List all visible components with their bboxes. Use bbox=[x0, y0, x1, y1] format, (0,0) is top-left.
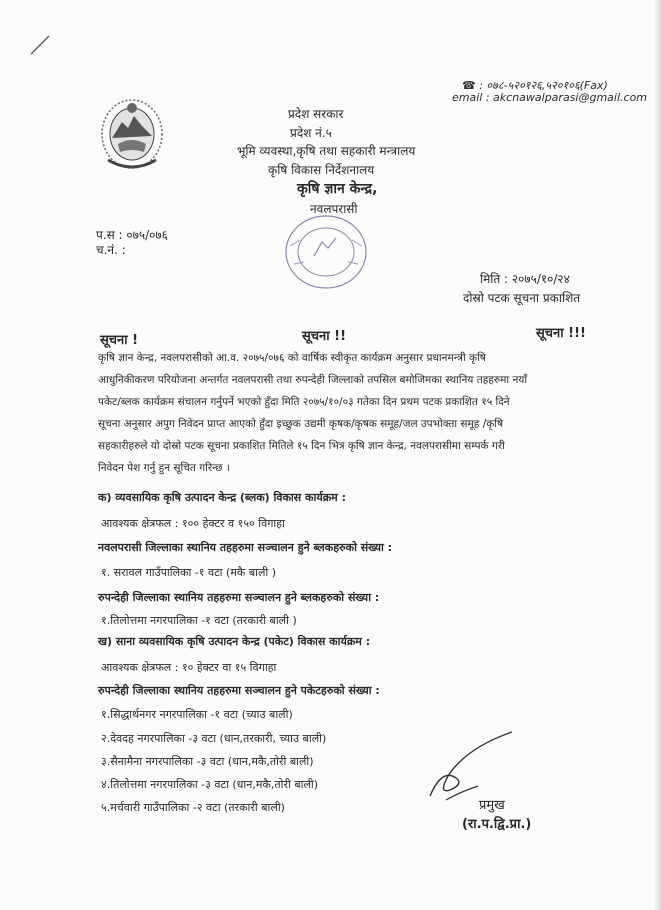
list-item: १.सिद्धार्थनगर नगरपालिका -१ वटा (च्याउ बाली) bbox=[101, 708, 293, 721]
patra-sankhya: प.स : ०७५/०७६ bbox=[96, 228, 168, 242]
section-ka-heading: क) व्यवसायिक कृषि उत्पादन केन्द्र (ब्लक) विकास कार्यक्रम : bbox=[98, 491, 346, 504]
header-line6: नवलपरासी bbox=[310, 202, 358, 216]
body-paragraph bbox=[98, 347, 527, 479]
body-line: निवेदन पेश गर्नु हुन सूचित गरिन्छ । bbox=[98, 462, 230, 474]
list-item: १.तिलोत्तमा नगरपालिका -१ वटा (तरकारी बाली ) bbox=[101, 614, 297, 627]
body-line: कृषि ज्ञान केन्द्र, नवलपरासीको आ.व. २०७५/०७६ को वार्षिक स्वीकृत कार्यक्रम अनुसार प्रधानमन्त्री कृषि bbox=[98, 352, 486, 364]
body-line: सहकारीहरुले यो दोस्रो पटक सूचना प्रकाशित मितिले १५ दिन भित्र कृषि ज्ञान केन्द्र, नवलपरासीमा सम्पर्क गरी bbox=[98, 440, 505, 452]
header-line5: कृषि ज्ञान केन्द्र, bbox=[297, 181, 378, 197]
signature-icon bbox=[420, 728, 520, 808]
nepal-emblem-icon bbox=[96, 94, 168, 176]
list-item: ५.मर्चवारी गाउँपालिका -२ वटा (तरकारी बाली) bbox=[101, 801, 285, 814]
section-kha-area: आवश्यक क्षेत्रफल : १० हेक्टर वा १५ विगाहा bbox=[101, 661, 277, 674]
date: मिति : २०७५/१०/२४ bbox=[480, 272, 570, 286]
header-line3: भूमि व्यवस्था,कृषि तथा सहकारी मन्त्रालय bbox=[237, 144, 416, 158]
phone-fax: ☎ : ०७८-५२०१२६,५२०१०६(Fax) bbox=[462, 79, 608, 92]
signatory-rank: (रा.प.द्वि.प्रा.) bbox=[462, 817, 532, 832]
body-line: पकेट/ब्लक कार्यक्रम संचालन गर्नुपर्ने भएको हुँदा मिति २०७५/१०/०३ गतेका दिन प्रथम पटक प्रकाशित १५ दिने bbox=[98, 396, 510, 408]
body-line: आधुनिकीकरण परियोजना अन्तर्गत नवलपरासी तथा रुपन्देही जिल्लाको तपसिल बमोजिमका स्थानिय तहहरुमा नयाँ bbox=[98, 374, 528, 386]
header-line2: प्रदेश नं.५ bbox=[290, 126, 332, 140]
section-kha-heading: ख) साना व्यवसायिक कृषि उत्पादन केन्द्र (पकेट) विकास कार्यक्रम : bbox=[98, 635, 371, 648]
notice-type: दोस्रो पटक सूचना प्रकाशित bbox=[463, 291, 581, 305]
office-stamp-icon bbox=[280, 212, 372, 296]
list-item: ४.तिलोत्तमा नगरपालिका -३ वटा (धान,मकै,तोरी बाली) bbox=[101, 778, 319, 791]
email: email : akcnawalparasi@gmail.com bbox=[452, 91, 648, 104]
list-item: १. सरावल गाउँपालिका -१ वटा (मकै बाली ) bbox=[101, 566, 277, 579]
header-line1: प्रदेश सरकार bbox=[288, 107, 344, 121]
section-ka-area: आवश्यक क्षेत्रफल : १०० हेक्टर व १५० विगाहा bbox=[101, 517, 285, 530]
notice-title-left: सूचना ! bbox=[100, 333, 139, 348]
body-line: सूचना अनुसार अपुग निवेदन प्राप्त आएको हुँदा इच्छुक उद्यमी कृषक/कृषक समूह/जल उपभोक्ता समूह /कृषि bbox=[98, 418, 504, 430]
notice-title-right: सूचना !!! bbox=[536, 326, 586, 341]
chalani-number: च.नं. : bbox=[96, 243, 126, 257]
header-line4: कृषि विकास निर्देशनालय bbox=[268, 163, 375, 177]
list-item: ३.सैनामैना नगरपालिका -३ वटा (धान,मकै,तोरी बाली) bbox=[101, 755, 314, 768]
section-kha-rupandehi-heading: रुपन्देही जिल्लाका स्थानिय तहहरुमा सञ्चालन हुने पकेटहरुको संख्या : bbox=[98, 684, 380, 697]
list-item: २.देवदह नगरपालिका -३ वटा (धान,तरकारी, च्याउ बाली) bbox=[101, 732, 327, 745]
scan-edge bbox=[655, 0, 661, 910]
section-ka-rupandehi-heading: रुपन्देही जिल्लाका स्थानिय तहहरुमा सञ्चालन हुने ब्लकहरुको संख्या : bbox=[98, 591, 380, 604]
signatory-title: प्रमुख bbox=[479, 798, 505, 813]
section-ka-nawalparasi-heading: नवलपरासी जिल्लाका स्थानिय तहहरुमा सञ्चालन हुने ब्लकहरुको संख्या : bbox=[98, 541, 393, 554]
notice-title-center: सूचना !! bbox=[302, 329, 347, 344]
pencil-mark bbox=[28, 32, 52, 58]
